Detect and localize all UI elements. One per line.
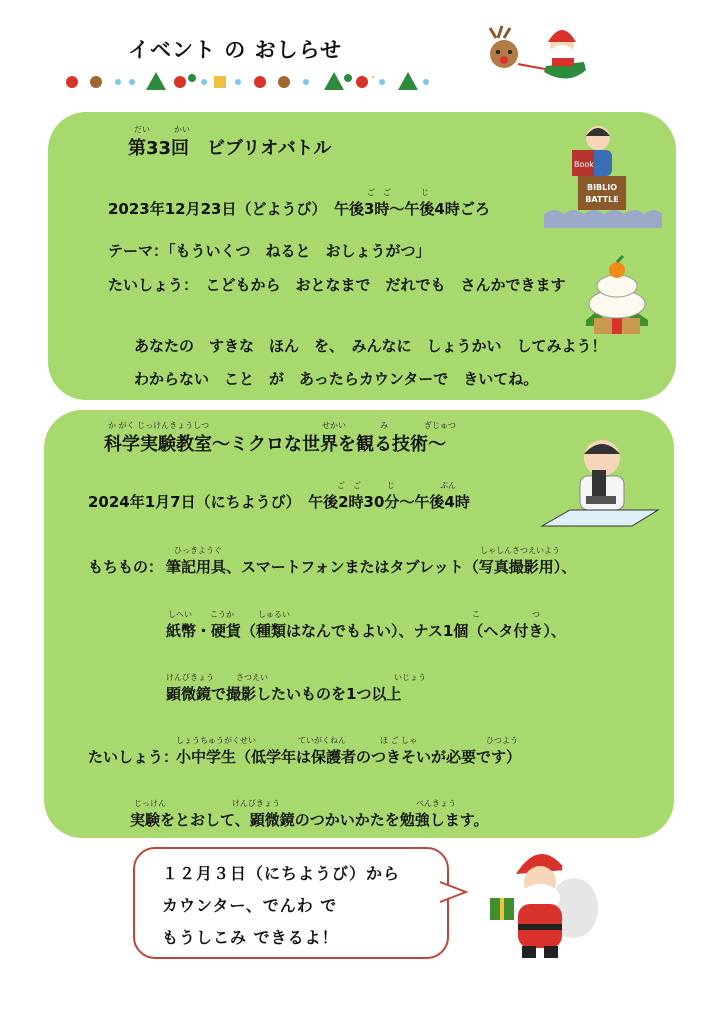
ruby: けんびきょう (232, 799, 280, 808)
bubble-tail (438, 878, 468, 908)
ruby: み (380, 421, 388, 430)
book-label: Book (574, 160, 594, 169)
santa-with-gift-icon (482, 838, 602, 968)
garland-icon (62, 68, 432, 92)
ruby: ぎじゅつ (424, 421, 456, 430)
ruby: せかい (322, 421, 346, 430)
podium-label: BIBLIO (586, 183, 618, 192)
event1-message-line1: あなたの すきな ほん を、 みんなに しょうかい してみよう！ (134, 337, 607, 355)
announcement-line1: １２月３日（にちようび）から (162, 864, 401, 883)
event2-items-line2: 紙幣・硬貨（種類はなんでもよい）、ナス1個（ヘタ付き）、 (166, 622, 566, 640)
ruby: ご ご (337, 481, 361, 490)
ruby: いじょう (394, 673, 426, 682)
ruby: ご ご (367, 188, 391, 197)
ruby: さつえい (236, 673, 268, 682)
event2-datetime: 2024年1月7日（にちようび） 午後2時30分～午後4時 (88, 493, 470, 511)
event1-theme: テーマ：「もういくつ ねると おしょうがつ」 (108, 242, 431, 260)
ruby: しゃしんさつえいよう (480, 546, 560, 555)
ruby: ひっきようぐ (174, 546, 222, 555)
event2-note: 実験をとおして、顕微鏡のつかいかたを勉強します。 (130, 811, 489, 829)
ruby: か がく じっけんきょうしつ (108, 421, 210, 430)
ruby: かい (174, 125, 190, 134)
ruby: だい (134, 125, 150, 134)
ruby: こ (472, 610, 480, 619)
event1-target: たいしょう： こどもから おとなまで だれでも さんかできます (108, 276, 566, 294)
ruby: しゅるい (258, 610, 290, 619)
event2-items-label: もちもの： (88, 558, 164, 576)
event2-target-text: 小中学生（低学年は保護者のつきそいが必要です） (176, 748, 522, 766)
ruby: ていがくねん (298, 736, 346, 745)
ruby: べんきょう (416, 799, 456, 808)
event1-datetime: 2023年12月23日（どようび） 午後3時～午後4時ごろ (108, 200, 490, 218)
event2-items-line1: 筆記用具、スマートフォンまたはタブレット（写真撮影用）、 (166, 558, 577, 576)
ruby: けんびきょう (166, 673, 214, 682)
kagami-mochi-icon (584, 252, 650, 336)
ruby: しへい (168, 610, 192, 619)
santa-reindeer-sleigh-icon (482, 20, 592, 86)
microscope-scientist-icon (540, 430, 660, 530)
ruby: しょうちゅうがくせい (176, 736, 256, 745)
event1-message-line2: わからない こと が あったらカウンターで きいてね。 (134, 370, 539, 388)
reader-with-book-icon (542, 120, 664, 232)
event2-items-line3: 顕微鏡で撮影したいものを1つ以上 (166, 685, 402, 703)
ruby: じ (387, 481, 395, 490)
ruby: ひつよう (486, 736, 518, 745)
ruby: じ (421, 188, 429, 197)
event2-target-label: たいしょう： (88, 748, 179, 766)
ruby: ぷん (440, 481, 456, 490)
page-title: イベント の おしらせ (128, 38, 342, 62)
ruby: つ (532, 610, 540, 619)
event1-title: 第33回 ビブリオバトル (128, 138, 332, 159)
announcement-line3: もうしこみ できるよ！ (162, 928, 339, 947)
podium-label: BATTLE (585, 195, 619, 204)
ruby: こうか (210, 610, 234, 619)
ruby: じっけん (134, 799, 166, 808)
ruby: ほ ご しゃ (380, 736, 418, 745)
event2-title: 科学実験教室～ミクロな世界を観る技術～ (104, 434, 446, 455)
announcement-line2: カウンター、でんわ で (162, 896, 338, 915)
